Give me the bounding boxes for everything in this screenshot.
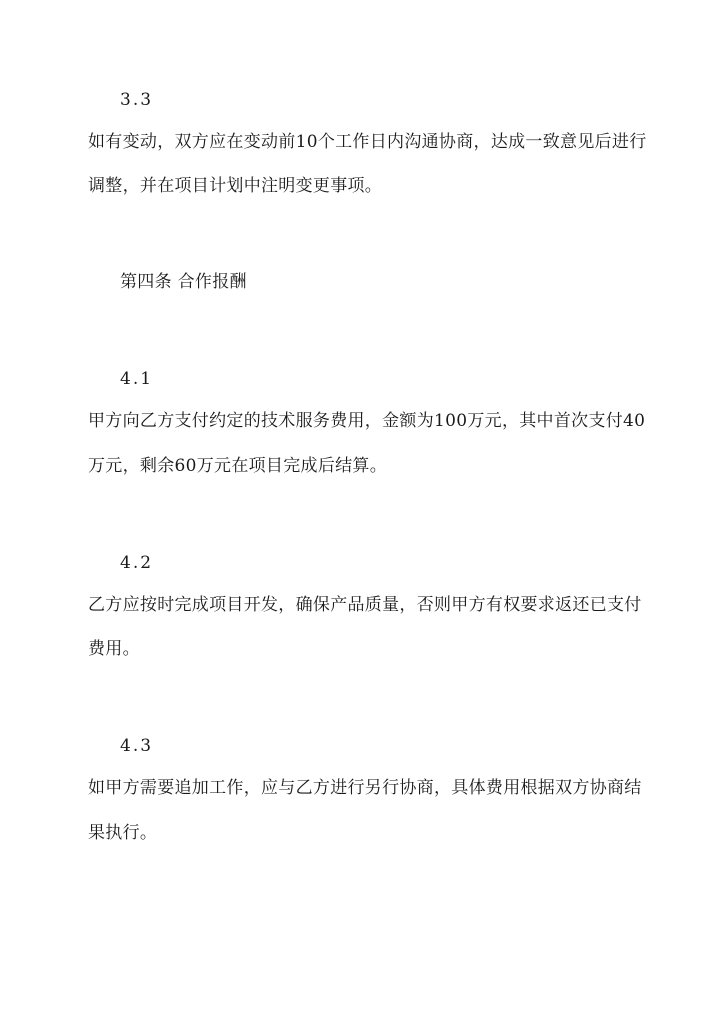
clause-4-3-line-2: 果执行。 — [88, 823, 158, 843]
clause-number-3-3: 3.3 — [120, 90, 154, 110]
clause-4-3-line-1: 如甲方需要追加工作，应与乙方进行另行协商，具体费用根据双方协商结 — [88, 778, 642, 798]
clause-3-3-line-1: 如有变动，双方应在变动前10个工作日内沟通协商，达成一致意见后进行 — [88, 132, 647, 152]
clause-4-1-line-1: 甲方向乙方支付约定的技术服务费用，金额为100万元，其中首次支付40 — [88, 411, 646, 431]
article-heading: 第四条 合作报酬 — [120, 272, 247, 292]
clause-4-2-line-1: 乙方应按时完成项目开发，确保产品质量，否则甲方有权要求返还已支付 — [88, 595, 642, 615]
clause-4-2-line-2: 费用。 — [88, 639, 140, 659]
clause-number-4-2: 4.2 — [120, 553, 154, 573]
clause-3-3-line-2: 调整，并在项目计划中注明变更事项。 — [88, 176, 383, 196]
clause-number-4-3: 4.3 — [120, 736, 154, 756]
clause-4-1-line-2: 万元，剩余60万元在项目完成后结算。 — [88, 456, 388, 476]
clause-number-4-1: 4.1 — [120, 369, 154, 389]
